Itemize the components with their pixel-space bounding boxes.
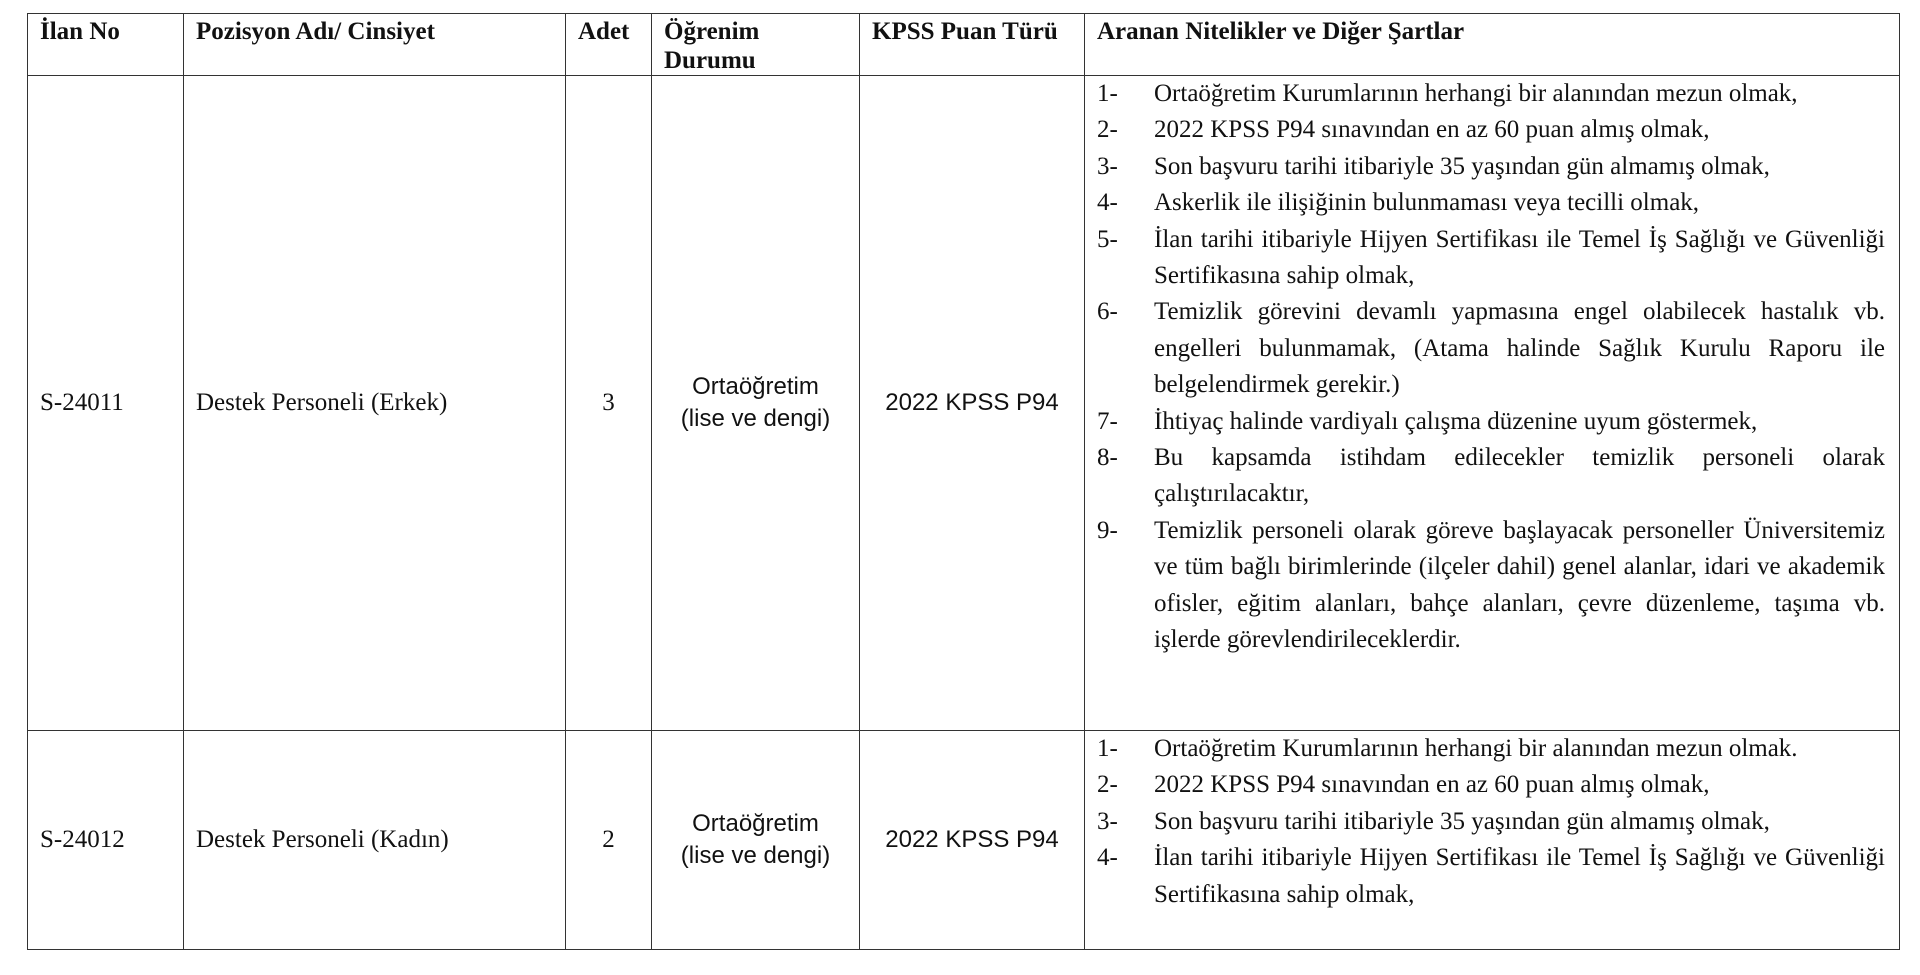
ogrenim-line2: (lise ve dengi) [680,842,831,869]
cell-kpss: 2022 KPSS P94 [860,76,1085,731]
item-text: Askerlik ile ilişiğinin bulunmaması veya tecilli olmak, [1154,189,1700,217]
header-nitelikler: Aranan Nitelikler ve Diğer Şartlar [1085,14,1900,76]
item-text: Temizlik personeli olarak göreve başlayacak personeller Üniversitemiz ve tüm bağlı birimlerinde (ilçeler dahil) genel alanlar, idari ve akademik ofisler, eğitim alanları, bahçe alanları, çevre düzenleme, taşıma vb. işlerde görevlendirileceklerdir. [1154,516,1885,654]
cell-kpss: 2022 KPSS P94 [860,731,1085,950]
list-item [1097,76,1885,112]
cell-ilan-no: S-24012 [28,731,184,950]
item-text: Son başvuru tarihi itibariyle 35 yaşından gün almamış olmak, [1154,152,1770,180]
header-adet: Adet [566,14,652,76]
item-number: 8- [1097,444,1118,472]
table-row [28,731,1900,950]
list-item [1097,112,1885,148]
item-number: 1- [1097,80,1118,107]
table-row [28,76,1900,731]
item-number: 7- [1097,407,1118,435]
cell-ogrenim [652,731,860,950]
ogrenim-line1: Ortaöğretim [692,810,819,837]
item-text: İlan tarihi itibariyle Hijyen Sertifikası ile Temel İş Sağlığı ve Güvenliği Sertifikasına sahip olmak, [1154,844,1885,908]
list-item [1097,804,1885,840]
cell-ilan-no: S-24011 [28,76,184,731]
header-kpss: KPSS Puan Türü [860,14,1085,76]
item-number: 5- [1097,225,1118,253]
list-item [1097,440,1885,513]
item-text: Temizlik görevini devamlı yapmasına engel olabilecek hastalık vb. engelleri bulunmamak, (Atama halinde Sağlık Kurulu Raporu ile belgelendirmek gerekir.) [1154,298,1885,399]
list-item [1097,404,1885,440]
header-ogrenim: Öğrenim Durumu [652,14,860,76]
item-number: 2- [1097,116,1118,144]
requirements-list [1097,731,1885,913]
item-number: 3- [1097,152,1118,180]
list-item [1097,840,1885,913]
item-text: 2022 KPSS P94 sınavından en az 60 puan almış olmak, [1154,771,1710,799]
list-item [1097,149,1885,185]
header-ilan-no: İlan No [28,14,184,76]
requirements-list [1097,76,1885,659]
list-item [1097,222,1885,295]
cell-requirements [1085,76,1900,731]
cell-adet: 3 [566,76,652,731]
ogrenim-line1: Ortaöğretim [692,373,819,400]
job-listing-table [27,13,1900,950]
item-number: 1- [1097,735,1118,762]
list-item [1097,294,1885,403]
list-item [1097,185,1885,221]
item-number: 9- [1097,516,1118,544]
item-text: İlan tarihi itibariyle Hijyen Sertifikası ile Temel İş Sağlığı ve Güvenliği Sertifikasına sahip olmak, [1154,225,1885,290]
item-text: Ortaöğretim Kurumlarının herhangi bir alanından mezun olmak. [1154,735,1798,762]
cell-requirements [1085,731,1900,950]
item-number: 6- [1097,298,1118,326]
list-item [1097,731,1885,767]
list-item [1097,513,1885,659]
ogrenim-line2: (lise ve dengi) [680,405,831,432]
header-pozisyon: Pozisyon Adı/ Cinsiyet [184,14,566,76]
item-number: 3- [1097,807,1118,835]
item-number: 2- [1097,771,1118,799]
item-text: Bu kapsamda istihdam edilecekler temizlik personeli olarak çalıştırılacaktır, [1154,444,1885,508]
cell-pozisyon: Destek Personeli (Erkek) [184,76,566,731]
cell-adet: 2 [566,731,652,950]
list-item [1097,767,1885,803]
cell-ogrenim [652,76,860,731]
item-text: Son başvuru tarihi itibariyle 35 yaşından gün almamış olmak, [1154,807,1770,835]
item-number: 4- [1097,844,1118,872]
table-header-row [28,14,1900,76]
item-text: Ortaöğretim Kurumlarının herhangi bir alanından mezun olmak, [1154,80,1798,107]
cell-pozisyon: Destek Personeli (Kadın) [184,731,566,950]
item-number: 4- [1097,189,1118,217]
item-text: İhtiyaç halinde vardiyalı çalışma düzenine uyum göstermek, [1154,407,1758,435]
item-text: 2022 KPSS P94 sınavından en az 60 puan almış olmak, [1154,116,1710,144]
